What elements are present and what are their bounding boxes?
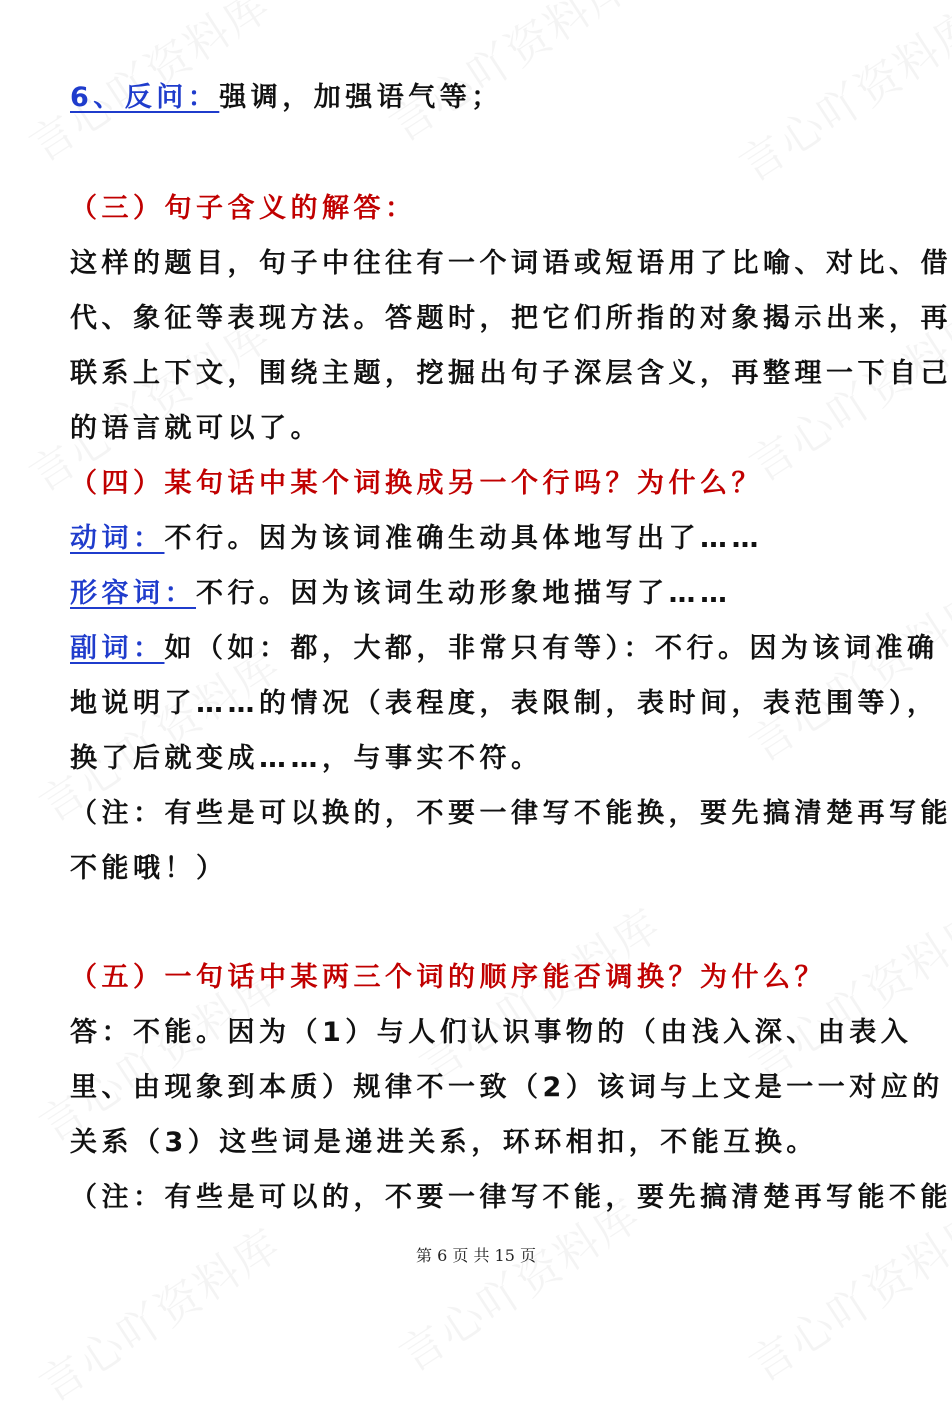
section-3-paragraph-line: 联系上下文，围绕主题，挖掘出句子深层含义，再整理一下自己 (70, 358, 952, 389)
rhetorical-question-text: 强调，加强语气等； (219, 82, 503, 113)
adjective-text: 不行。因为该词生动形象地描写了…… (196, 578, 732, 609)
adverb-line-cont: 换了后就变成……，与事实不符。 (70, 743, 543, 774)
section-5-paragraph-line: 关系（3）这些词是递进关系，环环相扣，不能互换。 (70, 1127, 818, 1158)
watermark (25, 1210, 291, 1414)
section-3-heading: （三）句子含义的解答： (70, 193, 417, 224)
section-5-paragraph-line: 里、由现象到本质）规律不一致（2）该词与上文是一一对应的 (70, 1072, 944, 1103)
adverb-line (70, 629, 939, 669)
verb-label[interactable]: 动词： (70, 523, 165, 554)
watermark (375, 0, 641, 154)
rhetorical-question-line (70, 78, 885, 118)
watermark (735, 1190, 952, 1394)
rhetorical-question-label[interactable]: 6、反问： (70, 82, 220, 113)
adjective-line (70, 574, 885, 614)
adjective-label[interactable]: 形容词： (70, 578, 196, 609)
adverb-text: 如（如：都，大都，非常只有等）：不行。因为该词准确 (164, 633, 939, 664)
adverb-line-cont: 地说明了……的情况（表程度，表限制，表时间，表范围等）， (70, 688, 939, 719)
page-footer: 第 6 页 共 15 页 (416, 1246, 536, 1265)
verb-text: 不行。因为该词准确生动具体地写出了…… (164, 523, 763, 554)
section-3-paragraph-line: 这样的题目，句子中往往有一个词语或短语用了比喻、对比、借 (70, 248, 952, 279)
section-3-paragraph-line: 代、象征等表现方法。答题时，把它们所指的对象揭示出来，再 (70, 303, 952, 334)
section-4-heading: （四）某句话中某个词换成另一个行吗？为什么？ (70, 468, 763, 499)
section-5-note-line: （注：有些是可以的，不要一律写不能，要先搞清楚再写能不能 (70, 1182, 952, 1213)
section-5-paragraph-line: 答：不能。因为（1）与人们认识事物的（由浅入深、由表入 (70, 1017, 913, 1048)
section-3-paragraph-line: 的语言就可以了。 (70, 413, 322, 444)
section-4-note-line: （注：有些是可以换的，不要一律写不能换，要先搞清楚再写能 (70, 798, 952, 829)
section-5-heading: （五）一句话中某两三个词的顺序能否调换？为什么？ (70, 962, 826, 993)
verb-line (70, 519, 885, 559)
section-4-note-line: 不能哦！） (70, 853, 228, 884)
adverb-label[interactable]: 副词： (70, 633, 165, 664)
